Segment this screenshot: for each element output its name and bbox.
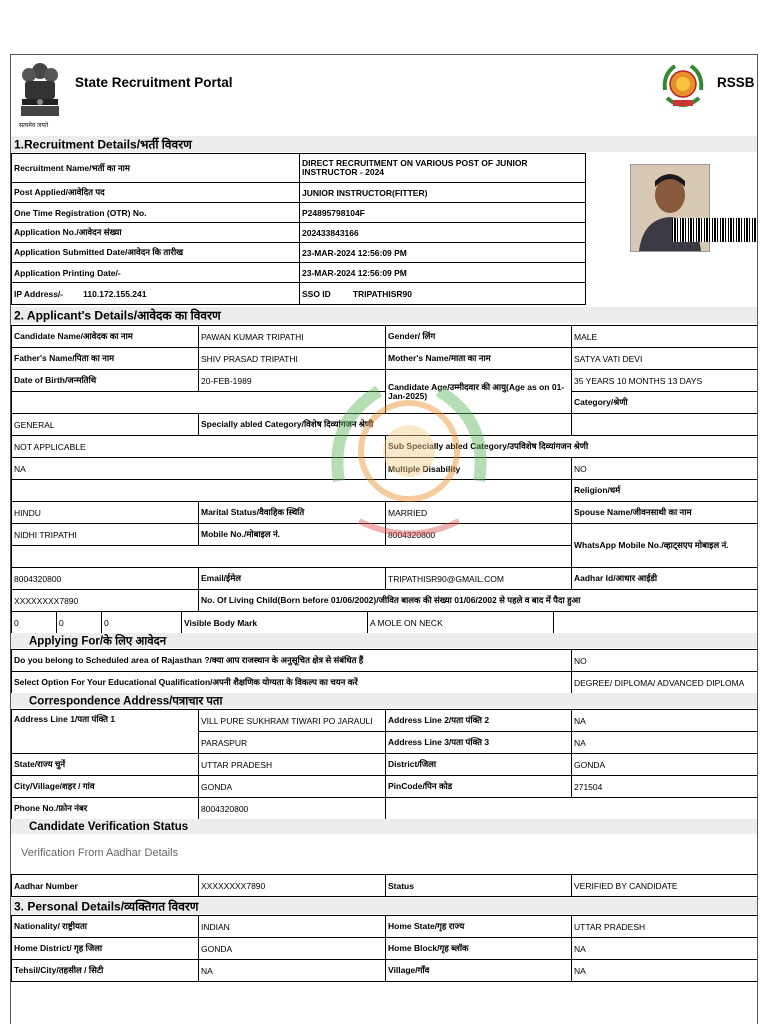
marital-status-label: Marital Status/वैवाहिक स्थिति	[199, 502, 386, 524]
children-row	[11, 611, 758, 634]
verification-note: Verification From Aadhar Details	[21, 847, 179, 859]
village-value: NA	[572, 960, 758, 982]
printing-date-value: 23-MAR-2024 12:56:09 PM	[300, 263, 586, 283]
father-name-value: SHIV PRASAD TRIPATHI	[199, 348, 386, 370]
city-label: City/Village/शहर / गांव	[12, 776, 199, 798]
father-name-label: Father's Name/पिता का नाम	[12, 348, 199, 370]
post-applied-label: Post Applied/आवेदित पद	[12, 183, 300, 203]
section-address-header: Correspondence Address/पत्राचार पता	[11, 693, 757, 708]
age-label: Candidate Age/उम्मीदवार की आयु(Age as on 01-Jan-2025)	[386, 370, 572, 414]
mobile-value: 8004320800	[386, 524, 572, 546]
district-label: District/जिला	[386, 754, 572, 776]
home-district-value: GONDA	[199, 938, 386, 960]
recruitment-name-value: DIRECT RECRUITMENT ON VARIOUS POST OF JUNIOR INSTRUCTOR - 2024	[300, 154, 586, 183]
nationality-value: INDIAN	[199, 916, 386, 938]
aadhar-number-label: Aadhar Number	[12, 875, 199, 897]
applying-table	[11, 649, 758, 694]
candidate-name-value: PAWAN KUMAR TRIPATHI	[199, 326, 386, 348]
blank-cell	[554, 612, 758, 634]
scheduled-area-value: NO	[572, 650, 758, 672]
home-block-label: Home Block/गृह ब्लॉक	[386, 938, 572, 960]
body-mark-value: A MOLE ON NECK	[368, 612, 554, 634]
living-children-label: No. Of Living Child(Born before 01/06/2002)/जीवित बालक की संख्या 01/06/2002 से पहले व बाद में पैदा हुआ	[199, 590, 758, 612]
religion-value: HINDU	[12, 502, 199, 524]
village-label: Village/गाँव	[386, 960, 572, 982]
state-label: State/राज्य चुनें	[12, 754, 199, 776]
city-value: GONDA	[199, 776, 386, 798]
children-count-1: 0	[12, 612, 57, 634]
aadhar-number-value: XXXXXXXX7890	[199, 875, 386, 897]
home-district-label: Home District/ गृह जिला	[12, 938, 199, 960]
section-applying-header: Applying For/के लिए आवेदन	[11, 633, 757, 648]
pincode-value: 271504	[572, 776, 758, 798]
address-line1-continued: PARASPUR	[199, 732, 386, 754]
submitted-date-value: 23-MAR-2024 12:56:09 PM	[300, 243, 586, 263]
address-line1-value: VILL PURE SUKHRAM TIWARI PO JARAULI	[199, 710, 386, 732]
portal-title: State Recruitment Portal	[75, 75, 233, 90]
email-value: TRIPATHISR90@GMAIL.COM	[386, 568, 572, 590]
specially-abled-label: Specially abled Category/विशेष दिव्यांगजन श्रेणी	[199, 414, 572, 436]
dob-label: Date of Birth/जन्मतिथि	[12, 370, 199, 392]
nationality-label: Nationality/ राष्ट्रीयता	[12, 916, 199, 938]
recruitment-table	[11, 153, 586, 305]
email-label: Email/ईमेल	[199, 568, 386, 590]
gender-label: Gender/ लिंग	[386, 326, 572, 348]
phone-value: 8004320800	[199, 798, 386, 820]
verification-table	[11, 874, 758, 897]
personal-table	[11, 915, 758, 982]
emblem-motto: सत्यमेव जयते	[19, 123, 49, 129]
otr-label: One Time Registration (OTR) No.	[12, 203, 300, 223]
section-verification-header: Candidate Verification Status	[11, 819, 757, 834]
specially-abled-value: NOT APPLICABLE	[12, 436, 386, 458]
home-state-value: UTTAR PRADESH	[572, 916, 758, 938]
recruitment-name-label: Recruitment Name/भर्ती का नाम	[12, 154, 300, 183]
spouse-name-value: NIDHI TRIPATHI	[12, 524, 199, 546]
category-label: Category/श्रेणी	[572, 392, 758, 414]
post-applied-value: JUNIOR INSTRUCTOR(FITTER)	[300, 183, 586, 203]
category-value: GENERAL	[12, 414, 199, 436]
org-short-name: RSSB	[717, 75, 755, 90]
verification-status-value: VERIFIED BY CANDIDATE	[572, 875, 758, 897]
application-no-label: Application No./आवेदन संख्या	[12, 223, 300, 243]
home-block-value: NA	[572, 938, 758, 960]
address-line2-value: NA	[572, 710, 758, 732]
marital-status-value: MARRIED	[386, 502, 572, 524]
ip-address-cell	[12, 283, 300, 305]
national-emblem-icon	[17, 59, 63, 125]
candidate-name-label: Candidate Name/आवेदक का नाम	[12, 326, 199, 348]
application-form	[10, 54, 758, 1024]
sub-specially-abled-label: Sub Specially abled Category/उपविशेष दिव्यांगजन श्रेणी	[386, 436, 758, 458]
printing-date-label: Application Printing Date/-	[12, 263, 300, 283]
dob-value: 20-FEB-1989	[199, 370, 386, 392]
mother-name-value: SATYA VATI DEVI	[572, 348, 758, 370]
scheduled-area-label: Do you belong to Scheduled area of Rajasthan ?/क्या आप राजस्थान के अनुसूचित क्षेत्र से संबंधित हैं	[12, 650, 572, 672]
ip-address-value: 110.172.155.241	[83, 288, 147, 299]
whatsapp-label: WhatsApp Mobile No./व्हाट्सएप मोबाइल नं.	[572, 524, 758, 568]
address-line1-label: Address Line 1/पता पंक्ति 1	[12, 710, 199, 754]
submitted-date-label: Application Submitted Date/आवेदन कि तारीख	[12, 243, 300, 263]
home-state-label: Home State/गृह राज्य	[386, 916, 572, 938]
tehsil-value: NA	[199, 960, 386, 982]
blank-cell	[386, 798, 758, 820]
rssb-logo-icon	[659, 60, 707, 114]
multiple-disability-label: Multiple Disability	[386, 458, 572, 480]
mobile-label: Mobile No./मोबाइल नं.	[199, 524, 386, 546]
address-line3-value: NA	[572, 732, 758, 754]
mother-name-label: Mother's Name/माता का नाम	[386, 348, 572, 370]
state-value: UTTAR PRADESH	[199, 754, 386, 776]
section-applicant-header: 2. Applicant's Details/आवेदक का विवरण	[11, 307, 757, 323]
sub-specially-abled-value: NA	[12, 458, 386, 480]
blank-cell	[12, 546, 572, 568]
body-mark-label: Visible Body Mark	[182, 612, 368, 634]
multiple-disability-value: NO	[572, 458, 758, 480]
verification-status-label: Status	[386, 875, 572, 897]
children-count-2: 0	[57, 612, 102, 634]
section-personal-header: 3. Personal Details/व्यक्तिगत विवरण	[11, 898, 757, 914]
religion-label: Religion/धर्म	[572, 480, 758, 502]
age-value: 35 YEARS 10 MONTHS 13 DAYS	[572, 370, 758, 392]
pincode-label: PinCode/पिन कोड	[386, 776, 572, 798]
sso-id-cell	[300, 283, 586, 305]
sso-id-value: TRIPATHISR90	[352, 288, 413, 299]
sso-id-label: SSO ID	[302, 288, 331, 299]
qualification-label: Select Option For Your Educational Qualification/अपनी शैक्षणिक योग्यता के विकल्प का चयन करें	[12, 672, 572, 694]
blank-cell	[12, 480, 572, 502]
applicant-table	[11, 325, 758, 612]
address-line3-label: Address Line 3/पता पंक्ति 3	[386, 732, 572, 754]
blank-cell	[12, 392, 386, 414]
address-table	[11, 709, 758, 820]
application-no-value: 202433843166	[300, 223, 586, 243]
aadhar-id-value: XXXXXXXX7890	[12, 590, 199, 612]
ip-address-label: IP Address/-	[14, 288, 64, 299]
gender-value: MALE	[572, 326, 758, 348]
address-line2-label: Address Line 2/पता पंक्ति 2	[386, 710, 572, 732]
whatsapp-value: 8004320800	[12, 568, 199, 590]
tehsil-label: Tehsil/City/तहसील / सिटी	[12, 960, 199, 982]
blank-cell	[572, 414, 758, 436]
aadhar-id-label: Aadhar Id/आधार आईडी	[572, 568, 758, 590]
section-recruitment-header: 1.Recruitment Details/भर्ती विवरण	[11, 136, 757, 152]
phone-label: Phone No./फ़ोन नंबर	[12, 798, 199, 820]
otr-value: P24895798104F	[300, 203, 586, 223]
district-value: GONDA	[572, 754, 758, 776]
qualification-value: DEGREE/ DIPLOMA/ ADVANCED DIPLOMA	[572, 672, 758, 694]
spouse-name-label: Spouse Name/जीवनसाथी का नाम	[572, 502, 758, 524]
barcode	[672, 218, 758, 242]
children-count-3: 0	[102, 612, 182, 634]
